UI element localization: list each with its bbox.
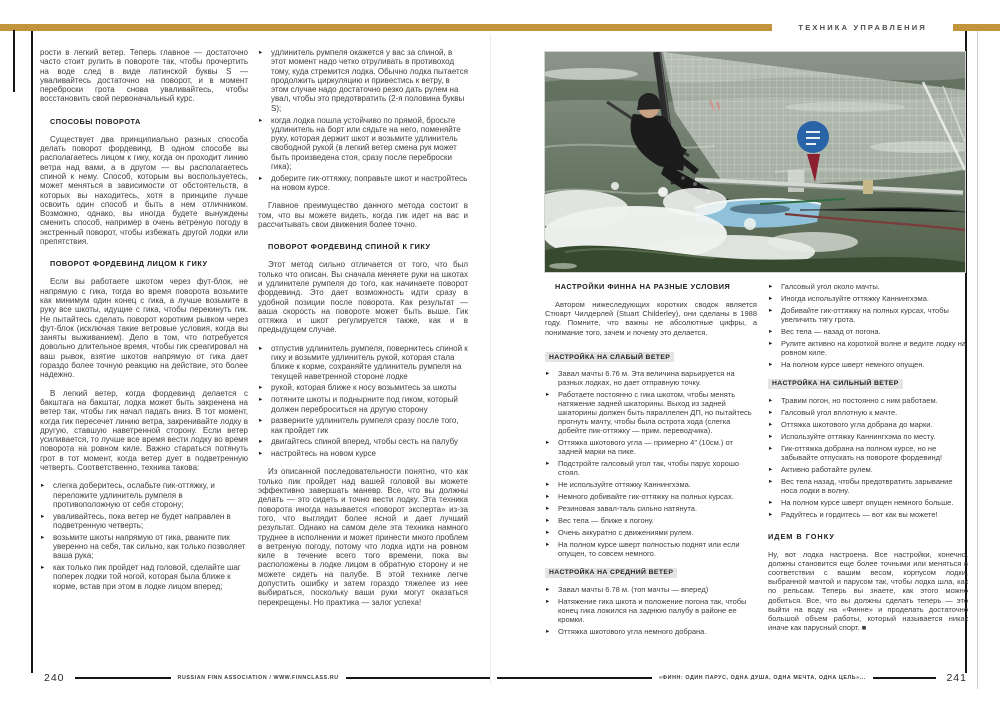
list-item-text: На полном курсе шверт опущен немного больше.: [781, 497, 954, 507]
bullet-arrow-icon: ▸: [769, 465, 773, 473]
section-heading: ПОВОРОТ ФОРДЕВИНД ЛИЦОМ К ГИКУ: [50, 259, 208, 269]
footer-rule: [873, 677, 937, 679]
list-item-text: Резиновая завал-таль сильно натянута.: [558, 504, 698, 514]
list-item: [258, 383, 468, 392]
list-item-text: настройтесь на новом курсе: [271, 449, 376, 459]
paragraph: Этот метод сильно отличается от того, что был только что описан. Вы сначала меняете руки на шкотах и удлинителе румпеля до того, как начинаете поворот фордевинд. Это дает возможность идти сразу в удобной позиции после поворота. Как результат — ваша скорость на повороте может быть выше. Гик оттяжка и шкот регулируется также, как и в предыдущем случае.: [258, 260, 468, 335]
bullet-arrow-icon: ▸: [259, 49, 263, 56]
list-item-text: Галсовый угол вплотную к мачте.: [781, 407, 898, 417]
list-item: [545, 390, 757, 435]
bullet-arrow-icon: ▸: [769, 432, 773, 440]
bullet-arrow-icon: ▸: [546, 627, 550, 635]
list-item: [768, 444, 968, 462]
left-page-footer: [31, 671, 490, 684]
footer-text-right: «ФИНН: ОДИН ПАРУС, ОДНА ДУША, ОДНА МЕЧТА, ОДНА ЦЕЛЬ»...: [659, 674, 866, 681]
bullet-arrow-icon: ▸: [259, 396, 263, 404]
list-item-text: двигайтесь спиной вперед, чтобы сесть на палубу: [271, 437, 458, 447]
bullet-arrow-icon: ▸: [259, 438, 263, 446]
page-fold-line: [490, 34, 491, 684]
finn-sailing-photo: [545, 52, 965, 272]
bullet-arrow-icon: ▸: [769, 295, 773, 302]
list-item: [40, 563, 248, 591]
list-item: [258, 416, 468, 435]
list-item: [40, 481, 248, 509]
right-page-edge-line: [977, 31, 978, 689]
bullet-arrow-icon: ▸: [769, 477, 773, 485]
list-item-text: Очень аккуратно с движениями рулем.: [558, 528, 694, 538]
left-page-column-1: [40, 48, 248, 673]
list-item: [768, 465, 968, 474]
list-item: [545, 369, 757, 387]
bullet-arrow-icon: ▸: [769, 283, 773, 290]
bullet-arrow-icon: ▸: [769, 361, 773, 368]
bullet-arrow-icon: ▸: [769, 510, 773, 518]
list-item-text: Активно работайте рулем.: [781, 464, 873, 474]
list-item-text: На полном курсе шверт полностью поднят или если опущен, то совсем немного.: [558, 540, 740, 559]
footer-text-left: RUSSIAN FINN ASSOCIATION / WWW.FINNCLASS.RU: [177, 674, 339, 681]
list-item: [258, 174, 468, 193]
bullet-arrow-icon: ▸: [546, 597, 550, 605]
running-head-title: ТЕХНИКА УПРАВЛЕНИЯ: [798, 23, 927, 32]
left-page-vertical-rule: [31, 31, 33, 673]
list-item: [40, 512, 248, 531]
list-item: [545, 459, 757, 477]
list-item-text: отпустив удлинитель румпеля, повернитесь спиной к гику и возьмите удлинитель рукой, которая стала ближе к корме, сохраняйте удлинитель румпеля на текущей наветренной стороне лодке: [271, 343, 468, 381]
section-heading: ПОВОРОТ ФОРДЕВИНД СПИНОЙ К ГИКУ: [268, 242, 431, 252]
list-item: [545, 516, 757, 525]
boom-fitting: [863, 180, 873, 194]
bullet-arrow-icon: ▸: [546, 493, 550, 501]
gold-rule-right: [953, 24, 1000, 31]
list-item-text: как только пик пройдет над головой, сделайте шаг поперек лодки той ногой, которая была ближе к корме, встав при этом в лодке лицом вперед;: [53, 563, 241, 591]
list-item: [768, 327, 968, 336]
list-item-text: Оттяжка шкотового угла — примерно 4" (10см.) от задней марки на пике.: [558, 438, 733, 457]
bullet-arrow-icon: ▸: [769, 396, 773, 404]
bullet-arrow-icon: ▸: [41, 533, 45, 541]
list-item: [768, 339, 968, 357]
bullet-arrow-icon: ▸: [769, 444, 773, 452]
list-item-text: Немного добивайте гик-оттяжку на полных курсах.: [558, 492, 734, 502]
list-item-text: Используйте оттяжку Каннингхэма по месту.: [781, 431, 936, 441]
list-item-text: потяните шкоты и поднырните под гиком, который должен переброситься на другую сторону: [271, 395, 458, 414]
bullet-arrow-icon: ▸: [546, 541, 550, 549]
list-item-text: На полном курсе шверт немного опущен.: [781, 360, 925, 369]
subsection-heading: НАСТРОЙКА НА СЛАБЫЙ ВЕТЕР: [545, 352, 674, 362]
list-item: [258, 48, 468, 113]
list-item: [768, 432, 968, 441]
bullet-arrow-icon: ▸: [546, 481, 550, 489]
list-item: [258, 116, 468, 172]
left-page-column-2: [258, 48, 468, 673]
list-item: [545, 528, 757, 537]
list-item-text: Вес тела — назад от погона.: [781, 327, 881, 336]
list-item-text: Завал мачты 6.76 м. Эта величина варьируется на разных лодках, но дает отправную точку.: [558, 369, 735, 388]
paragraph: Ну, вот лодка настроена. Все настройки, конечно, должны становится еще более точными или меняться в соответствии с вашим весом, корпусом лодки, выбранной мачтой и парусом так, чтобы лодка шла, как по рельсам. Теперь вы знаете, как этого можно добиться. Все, что вы должны сделать теперь — это выйти на воду на «Финне» и проделать достаточно большой объем работы, который называется никак иначе как парусный спорт. ■: [768, 549, 968, 633]
list-item: [768, 408, 968, 417]
list-item-text: Вес тела — ближе к погону.: [558, 516, 654, 526]
list-item-text: Вес тела назад, чтобы предотвратить зарывание носа лодки в волну.: [781, 476, 953, 495]
list-item: [545, 504, 757, 513]
right-page-column-1: [545, 282, 757, 670]
list-item: [258, 437, 468, 446]
bullet-arrow-icon: ▸: [259, 344, 263, 352]
footer-rule: [497, 677, 652, 679]
list-item-text: Натяжение гика шкота и положение погона так, чтобы конец гика ложился на заднюю палубу в районе ее кромки.: [558, 596, 747, 624]
bullet-arrow-icon: ▸: [769, 420, 773, 428]
bullet-arrow-icon: ▸: [769, 498, 773, 506]
list-item-text: Оттяжка шкотового угла добрана до марки.: [781, 419, 933, 429]
section-heading: СПОСОБЫ ПОВОРОТА: [50, 116, 141, 126]
paragraph: Автором нижеследующих коротких сводок является Стюарт Чилдерлей (Stuart Childerley), они сделаны в 1988 году. Помните, что важны не абсолютные цифры, а понимание того, зачем и почему это делается.: [545, 300, 757, 337]
list-item-text: Завал мачты 6.78 м. (топ мачты — вперед): [558, 584, 709, 594]
paragraph: рости в легкий ветер. Теперь главное — достаточно часто стоит рулить в повороте так, чтобы прочертить на воде след в виде латинской буквы S — уваливайтесь достаточно на поворот, и в момент переброски грота снова уваливайтесь, чтобы восстановить свой первоначальный курс.: [40, 48, 248, 104]
bullet-arrow-icon: ▸: [546, 505, 550, 513]
list-item-text: Гик-оттяжка добрана на полном курсе, но не забывайте отпускать на повороте фордевинд!: [781, 443, 943, 462]
list-item: [768, 294, 968, 303]
list-item: [768, 498, 968, 507]
bullet-arrow-icon: ▸: [259, 116, 263, 124]
bullet-arrow-icon: ▸: [41, 512, 45, 520]
list-item: [40, 533, 248, 561]
list-item-text: Радуйтесь и гордитесь — вот как вы можете!: [781, 509, 938, 519]
paragraph: Главное преимущество данного метода состоит в том, что вы можете видеть, когда гик идет на вас и рассчитывать свои движения более точно.: [258, 201, 468, 230]
subsection-heading: НАСТРОЙКА НА СРЕДНИЙ ВЕТЕР: [545, 568, 677, 578]
gold-rule-left: [0, 24, 772, 31]
section-heading: ИДЕМ В ГОНКУ: [768, 531, 835, 541]
bullet-arrow-icon: ▸: [546, 585, 550, 593]
cockpit: [730, 204, 790, 214]
list-item-text: разверните удлинитель румпеля сразу после того, как пройдет гик: [271, 416, 459, 435]
bullet-arrow-icon: ▸: [546, 460, 550, 468]
list-item: [768, 396, 968, 405]
section-heading: НАСТРОЙКИ ФИННА НА РАЗНЫЕ УСЛОВИЯ: [555, 282, 731, 291]
bullet-arrow-icon: ▸: [259, 417, 263, 425]
page-edge-line: [13, 30, 15, 92]
list-item-text: удлинитель румпеля окажется у вас за спиной, в этот момент надо четко отруливать в противоход тому, куда стремится лодка. Обычно лодка пытается продолжить циркуляцию и привестись к ветру, в этом случае надо достаточно резко дать рулем на увал, чтобы это предотвратить (2-я половина буквы S);: [271, 48, 468, 113]
list-item-text: рукой, которая ближе к носу возьмитесь за шкоты: [271, 383, 457, 393]
list-item-text: Рулите активно на короткой волне и ведите лодку на ровном киле.: [781, 339, 967, 357]
bullet-arrow-icon: ▸: [259, 450, 263, 458]
right-page-column-2: [768, 282, 968, 670]
list-item-text: Травим погон, но постоянно с ним работаем.: [781, 395, 938, 405]
footer-rule: [75, 677, 171, 679]
list-item: [545, 492, 757, 501]
list-item-text: Оттяжка шкотового угла немного добрана.: [558, 626, 707, 636]
subsection-heading: НАСТРОЙКА НА СИЛЬНЫЙ ВЕТЕР: [768, 379, 903, 389]
list-item: [545, 480, 757, 489]
paragraph: Существует два принципиально разных способа делать поворот фордевинд. В одном способе вы располагаетесь лицом к гику, когда он проходит линию ветра над вами, а в другом — вы располагаетесь спиной к нему. Способ, которым вы воспользуетесь, может меняться в зависимости от обстоятельств, в которых вы находитесь, хотя в принципе лучше освоить один способ и быть в нем отличником. Возможно, однако, вы иногда будете вынуждены сменить способ, например в очень ветреную погоду в экстренный поворот, чтобы избежать другой лодки или препятствия.: [40, 134, 248, 247]
bullet-arrow-icon: ▸: [769, 328, 773, 335]
list-item: [768, 477, 968, 495]
paragraph: Из описанной последовательности понятно, что как только пик пройдет над вашей головой вы можете эффективно завершать маневр. Все, что вы должны делать — это сидеть и точно вести лодку. Эта техника поворота иногда называется «поворот эксперта» из-за того, что выглядит более ясной и дает лучший результат. Однако на самом деле эта техника намного труднее в исполнении и может принести много проблем в ветреную погоду, потому что лодка идти на ровном киле в течение всего того времени, пока вы расположены в лодке лицом в обратную сторону и не можете сидеть на палубе. В этой технике легче допустить ошибку и затем гораздо тяжелее из нее выбираться, поскольку ваши руки могут оказаться перекрещены. Но практика — залог успеха!: [258, 467, 468, 607]
page-number-right: 241: [946, 671, 967, 684]
list-item: [545, 438, 757, 456]
list-item: [768, 306, 968, 324]
right-page-footer: [497, 671, 967, 684]
list-item-text: Иногда используйте оттяжку Каннингхэма.: [781, 294, 929, 303]
list-item: [768, 282, 968, 291]
list-item: [545, 597, 757, 624]
bullet-arrow-icon: ▸: [769, 307, 773, 314]
bullet-arrow-icon: ▸: [41, 564, 45, 572]
footer-rule: [346, 677, 490, 679]
list-item-text: Работаете постоянно с гика шкотом, чтобы менять натяжение задней шкаторины. Выход из задней шкаторины должен быть параллелен ДП, но пытайтесь прогнуть мачту, чтобы была острота хода (слегка добейте пик-оттяжку — прим. переводчика).: [558, 390, 752, 436]
bullet-arrow-icon: ▸: [546, 370, 550, 378]
sail-window: [788, 170, 804, 192]
list-item-text: возьмите шкоты напрямую от гика, рваните пик уверенно на себя, так сильно, как только позволяет ваша рука;: [53, 532, 246, 561]
list-item: [768, 510, 968, 519]
bullet-arrow-icon: ▸: [769, 408, 773, 416]
page-number-left: 240: [44, 671, 65, 684]
list-item-text: когда лодка пошла устойчиво по прямой, бросьте удлинитель на борт или сядьте на него, поменяйте руку, которая держит шкот и возьмите удлинитель свободной рукой (в легкий ветер смена рук может быть произведена стоя, сразу после переброски гика);: [271, 115, 461, 172]
list-item: [545, 627, 757, 636]
paragraph: В легкий ветер, когда фордевинд делается с бакштага на бакштаг, лодка может быть закренена на ветер так, чтобы гик начал падать вниз. В тот момент, когда гик пересечет линию ветра, закренивайте лодку в другую, ставшую наветренной сторону. Если ветер усиливается, то лучше все время вести лодку во время поворота на ровном киле. Важно стараться потянуть грот в тот момент, когда ветер дует в подветренную четверть. Соответственно, техника такова:: [40, 388, 248, 472]
list-item: [258, 395, 468, 414]
list-item-text: Галсовый угол около мачты.: [781, 282, 880, 291]
bullet-arrow-icon: ▸: [546, 517, 550, 525]
bullet-arrow-icon: ▸: [546, 529, 550, 537]
paragraph: Если вы работаете шкотом через фут-блок, не напрямую с гика, тогда во время поворота возьмите как минимум один конец с гика, а лучше возьмите в руку все шкоты, идущие с гика, чтобы перекинуть гик. Не пытайтесь сделать поворот коротким рывком через фут-блок (исключая такие ветровые условия, когда вы заняты выживанием). Дело в том, что потребуется довольно длительное время, чтобы гик среагировал на ваш рывок, взятие шкотов напрямую от гика дает гораздо более точную реакцию на действие, это более надежно.: [40, 277, 248, 380]
list-item-text: Добивайте гик-оттяжку на полных курсах, чтобы увеличить тягу грота.: [781, 306, 949, 324]
list-item-text: слегка доберитесь, ослабьте пик-оттяжку, и переложите удлинитель румпеля в противоположную от себя сторону;: [53, 481, 215, 509]
top-band: [0, 21, 1000, 34]
list-item: [768, 420, 968, 429]
list-item: [258, 449, 468, 458]
list-item-text: Подстройте галсовый угол так, чтобы парус хорошо стоял.: [558, 459, 740, 478]
list-item-text: уваливайтесь, пока ветер не будет направлен в подветренную четверть;: [53, 511, 231, 530]
list-item: [258, 344, 468, 381]
bullet-arrow-icon: ▸: [546, 391, 550, 399]
bullet-arrow-icon: ▸: [546, 439, 550, 447]
list-item-text: доберите гик-оттяжку, поправьте шкот и настройтесь на новом курсе.: [271, 173, 468, 193]
list-item: [545, 585, 757, 594]
bullet-arrow-icon: ▸: [259, 174, 263, 182]
bullet-arrow-icon: ▸: [41, 482, 45, 490]
list-item: [545, 540, 757, 558]
list-item: [768, 360, 968, 369]
list-item-text: Не используйте оттяжку Каннингхэма.: [558, 480, 691, 490]
bullet-arrow-icon: ▸: [259, 384, 263, 392]
photo-illustration: [545, 52, 965, 272]
bullet-arrow-icon: ▸: [769, 340, 773, 347]
